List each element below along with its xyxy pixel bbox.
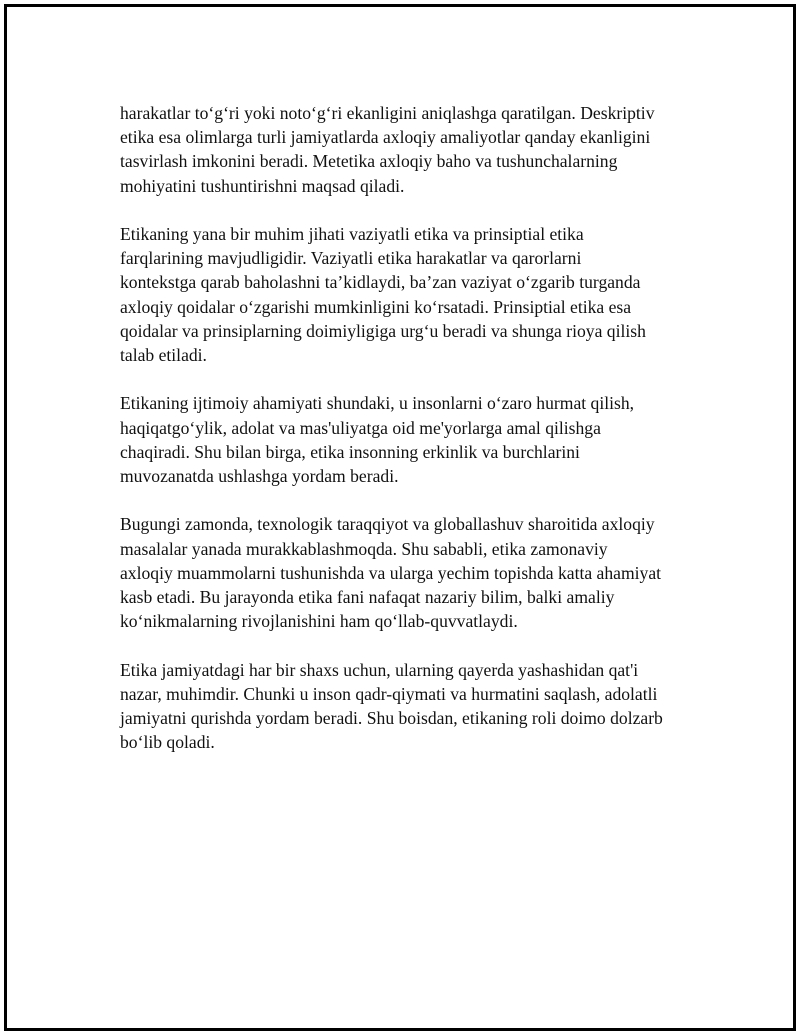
text-line: mohiyatini tushuntirishni maqsad qiladi. xyxy=(120,175,405,196)
text-line: harakatlar to‘g‘ri yoki noto‘g‘ri ekanligini aniqlashga qaratilgan. Deskriptiv xyxy=(120,103,655,123)
text-line: chaqiradi. Shu bilan birga, etika insonning erkinlik va burchlarini xyxy=(120,441,580,462)
text-line: axloqiy muammolarni tushunishda va ularga yechim topishda katta ahamiyat xyxy=(120,562,662,583)
text-line: Etikaning yana bir muhim jihati vaziyatli etika va prinsiptial etika xyxy=(120,224,584,244)
text-line: Etikaning ijtimoiy ahamiyati shundaki, u insonlarni o‘zaro hurmat qilish, xyxy=(120,393,635,414)
paragraph xyxy=(120,101,700,198)
text-line: talab etiladi. xyxy=(120,345,207,366)
paragraph xyxy=(120,512,700,633)
document-page xyxy=(4,4,796,1031)
text-line: Etika jamiyatdagi har bir shaxs uchun, ularning qayerda yashashidan qat'i xyxy=(120,659,639,680)
text-line: jamiyatni qurishda yordam beradi. Shu boisdan, etikaning roli doimo dolzarb xyxy=(120,708,663,729)
text-line: bo‘lib qoladi. xyxy=(120,732,215,753)
text-line: Bugungi zamonda, texnologik taraqqiyot va globallashuv sharoitida axloqiy xyxy=(120,514,655,535)
paragraph xyxy=(120,222,700,367)
paragraph xyxy=(120,658,700,755)
paragraph xyxy=(120,391,700,488)
text-line: nazar, muhimdir. Chunki u inson qadr-qiymati va hurmatini saqlash, adolatli xyxy=(120,683,658,704)
text-line: muvozanatda ushlashga yordam beradi. xyxy=(120,466,399,487)
text-line: ko‘nikmalarning rivojlanishini ham qo‘llab-quvvatlaydi. xyxy=(120,611,518,632)
text-line: masalalar yanada murakkablashmoqda. Shu sababli, etika zamonaviy xyxy=(120,538,608,559)
text-line: qoidalar va prinsiplarning doimiyligiga urg‘u beradi va shunga rioya qilish xyxy=(120,320,646,341)
text-line: farqlarining mavjudligidir. Vaziyatli etika harakatlar va qarorlarni xyxy=(120,248,582,269)
text-line: haqiqatgo‘ylik, adolat va mas'uliyatga oid me'yorlarga amal qilishga xyxy=(120,417,601,438)
text-line: etika esa olimlarga turli jamiyatlarda axloqiy amaliyotlar qanday ekanligini xyxy=(120,127,651,148)
text-line: kasb etadi. Bu jarayonda etika fani nafaqat nazariy bilim, balki amaliy xyxy=(120,587,615,608)
text-line: kontekstga qarab baholashni ta’kidlaydi, ba’zan vaziyat o‘zgarib turganda xyxy=(120,272,641,293)
document-body xyxy=(120,101,700,779)
text-line: tasvirlash imkonini beradi. Metetika axloqiy baho va tushunchalarning xyxy=(120,151,618,172)
text-line: axloqiy qoidalar o‘zgarishi mumkinligini ko‘rsatadi. Prinsiptial etika esa xyxy=(120,296,632,317)
